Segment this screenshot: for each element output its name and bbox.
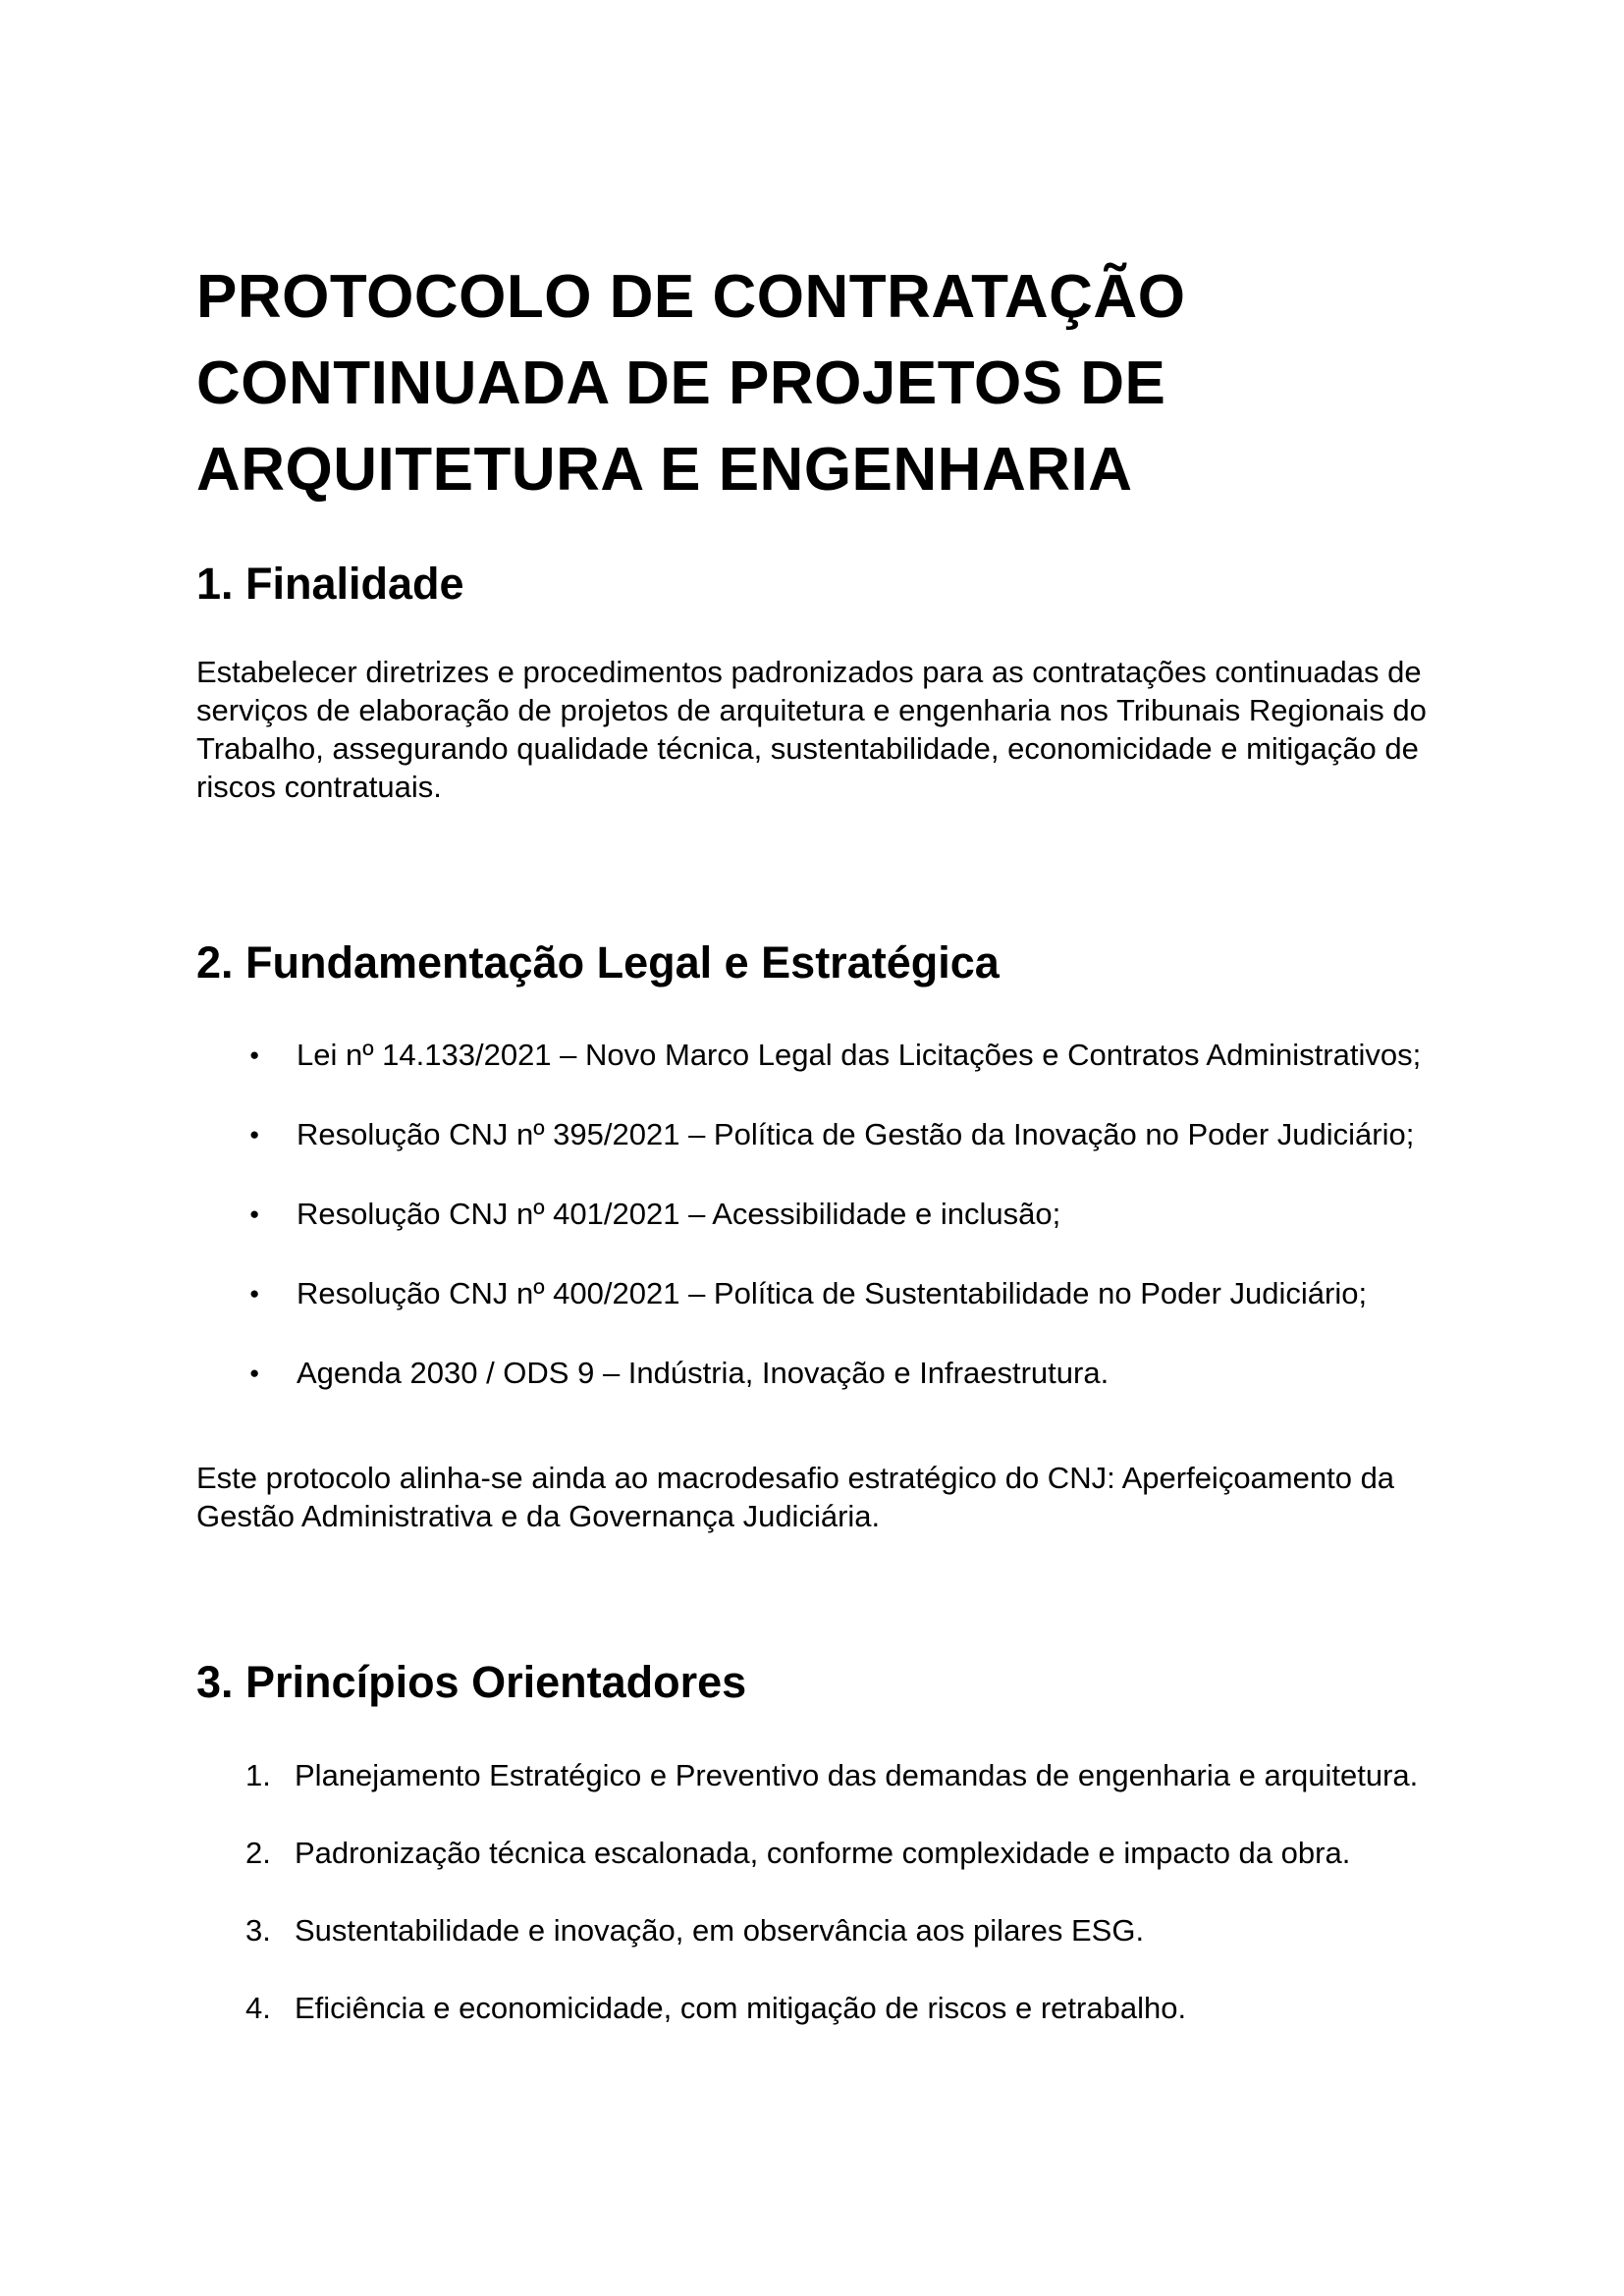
document-title-line-2: CONTINUADA DE PROJETOS DE <box>196 349 1166 417</box>
paragraph-alinhamento-cnj <box>196 1459 1473 1535</box>
numbered-item-text: Planejamento Estratégico e Preventivo das demandas de engenharia e arquitetura. <box>295 1758 1419 1792</box>
document-title-line-3: ARQUITETURA E ENGENHARIA <box>196 436 1133 504</box>
bullet-icon: ● <box>249 1363 260 1382</box>
numbered-item-text: Eficiência e economicidade, com mitigação de riscos e retrabalho. <box>295 1991 1187 2025</box>
paragraph-line: serviços de elaboração de projetos de arquitetura e engenharia nos Tribunais Regionais do <box>196 693 1427 727</box>
section-heading-principios: 3. Princípios Orientadores <box>196 1657 747 1707</box>
paragraph-line: riscos contratuais. <box>196 770 442 804</box>
numbered-item-marker: 3. <box>245 1913 271 1948</box>
numbered-item <box>196 1911 1502 1949</box>
bullet-icon: ● <box>249 1125 260 1144</box>
principles-numbered-list <box>196 1756 1502 2066</box>
bullet-item-text: Resolução CNJ nº 401/2021 – Acessibilidade e inclusão; <box>297 1197 1061 1231</box>
numbered-item-text: Padronização técnica escalonada, conforme complexidade e impacto da obra. <box>295 1836 1351 1870</box>
bullet-icon: ● <box>249 1045 260 1064</box>
numbered-item-marker: 4. <box>245 1991 271 2025</box>
bullet-item-text: Agenda 2030 / ODS 9 – Indústria, Inovação e Infraestrutura. <box>297 1356 1110 1390</box>
bullet-item-text: Lei nº 14.133/2021 – Novo Marco Legal das Licitações e Contratos Administrativos; <box>297 1038 1422 1072</box>
bullet-item <box>196 1036 1502 1074</box>
document-title <box>196 254 1434 513</box>
legal-basis-bullet-list <box>196 1036 1502 1433</box>
document-title-line-1: PROTOCOLO DE CONTRATAÇÃO <box>196 263 1186 331</box>
numbered-item-marker: 1. <box>245 1758 271 1792</box>
numbered-item <box>196 1989 1502 2027</box>
bullet-item <box>196 1195 1502 1233</box>
paragraph-line: Este protocolo alinha-se ainda ao macrodesafio estratégico do CNJ: Aperfeiçoamento da <box>196 1461 1395 1495</box>
bullet-item-text: Resolução CNJ nº 395/2021 – Política de Gestão da Inovação no Poder Judiciário; <box>297 1117 1415 1151</box>
paragraph-line: Gestão Administrativa e da Governança Judiciária. <box>196 1499 881 1533</box>
numbered-item <box>196 1756 1502 1794</box>
section-heading-fundamentacao: 2. Fundamentação Legal e Estratégica <box>196 937 1000 988</box>
numbered-item-text: Sustentabilidade e inovação, em observância aos pilares ESG. <box>295 1913 1145 1948</box>
bullet-icon: ● <box>249 1284 260 1303</box>
bullet-item <box>196 1115 1502 1153</box>
bullet-item-text: Resolução CNJ nº 400/2021 – Política de Sustentabilidade no Poder Judiciário; <box>297 1276 1368 1310</box>
section-heading-finalidade: 1. Finalidade <box>196 559 464 609</box>
bullet-item <box>196 1274 1502 1312</box>
paragraph-line: Estabelecer diretrizes e procedimentos padronizados para as contratações continuadas de <box>196 655 1422 689</box>
bullet-icon: ● <box>249 1204 260 1223</box>
paragraph-line: Trabalho, assegurando qualidade técnica, sustentabilidade, economicidade e mitigação de <box>196 731 1419 766</box>
paragraph-finalidade <box>196 653 1473 806</box>
numbered-item-marker: 2. <box>245 1836 271 1870</box>
bullet-item <box>196 1354 1502 1392</box>
numbered-item <box>196 1834 1502 1872</box>
